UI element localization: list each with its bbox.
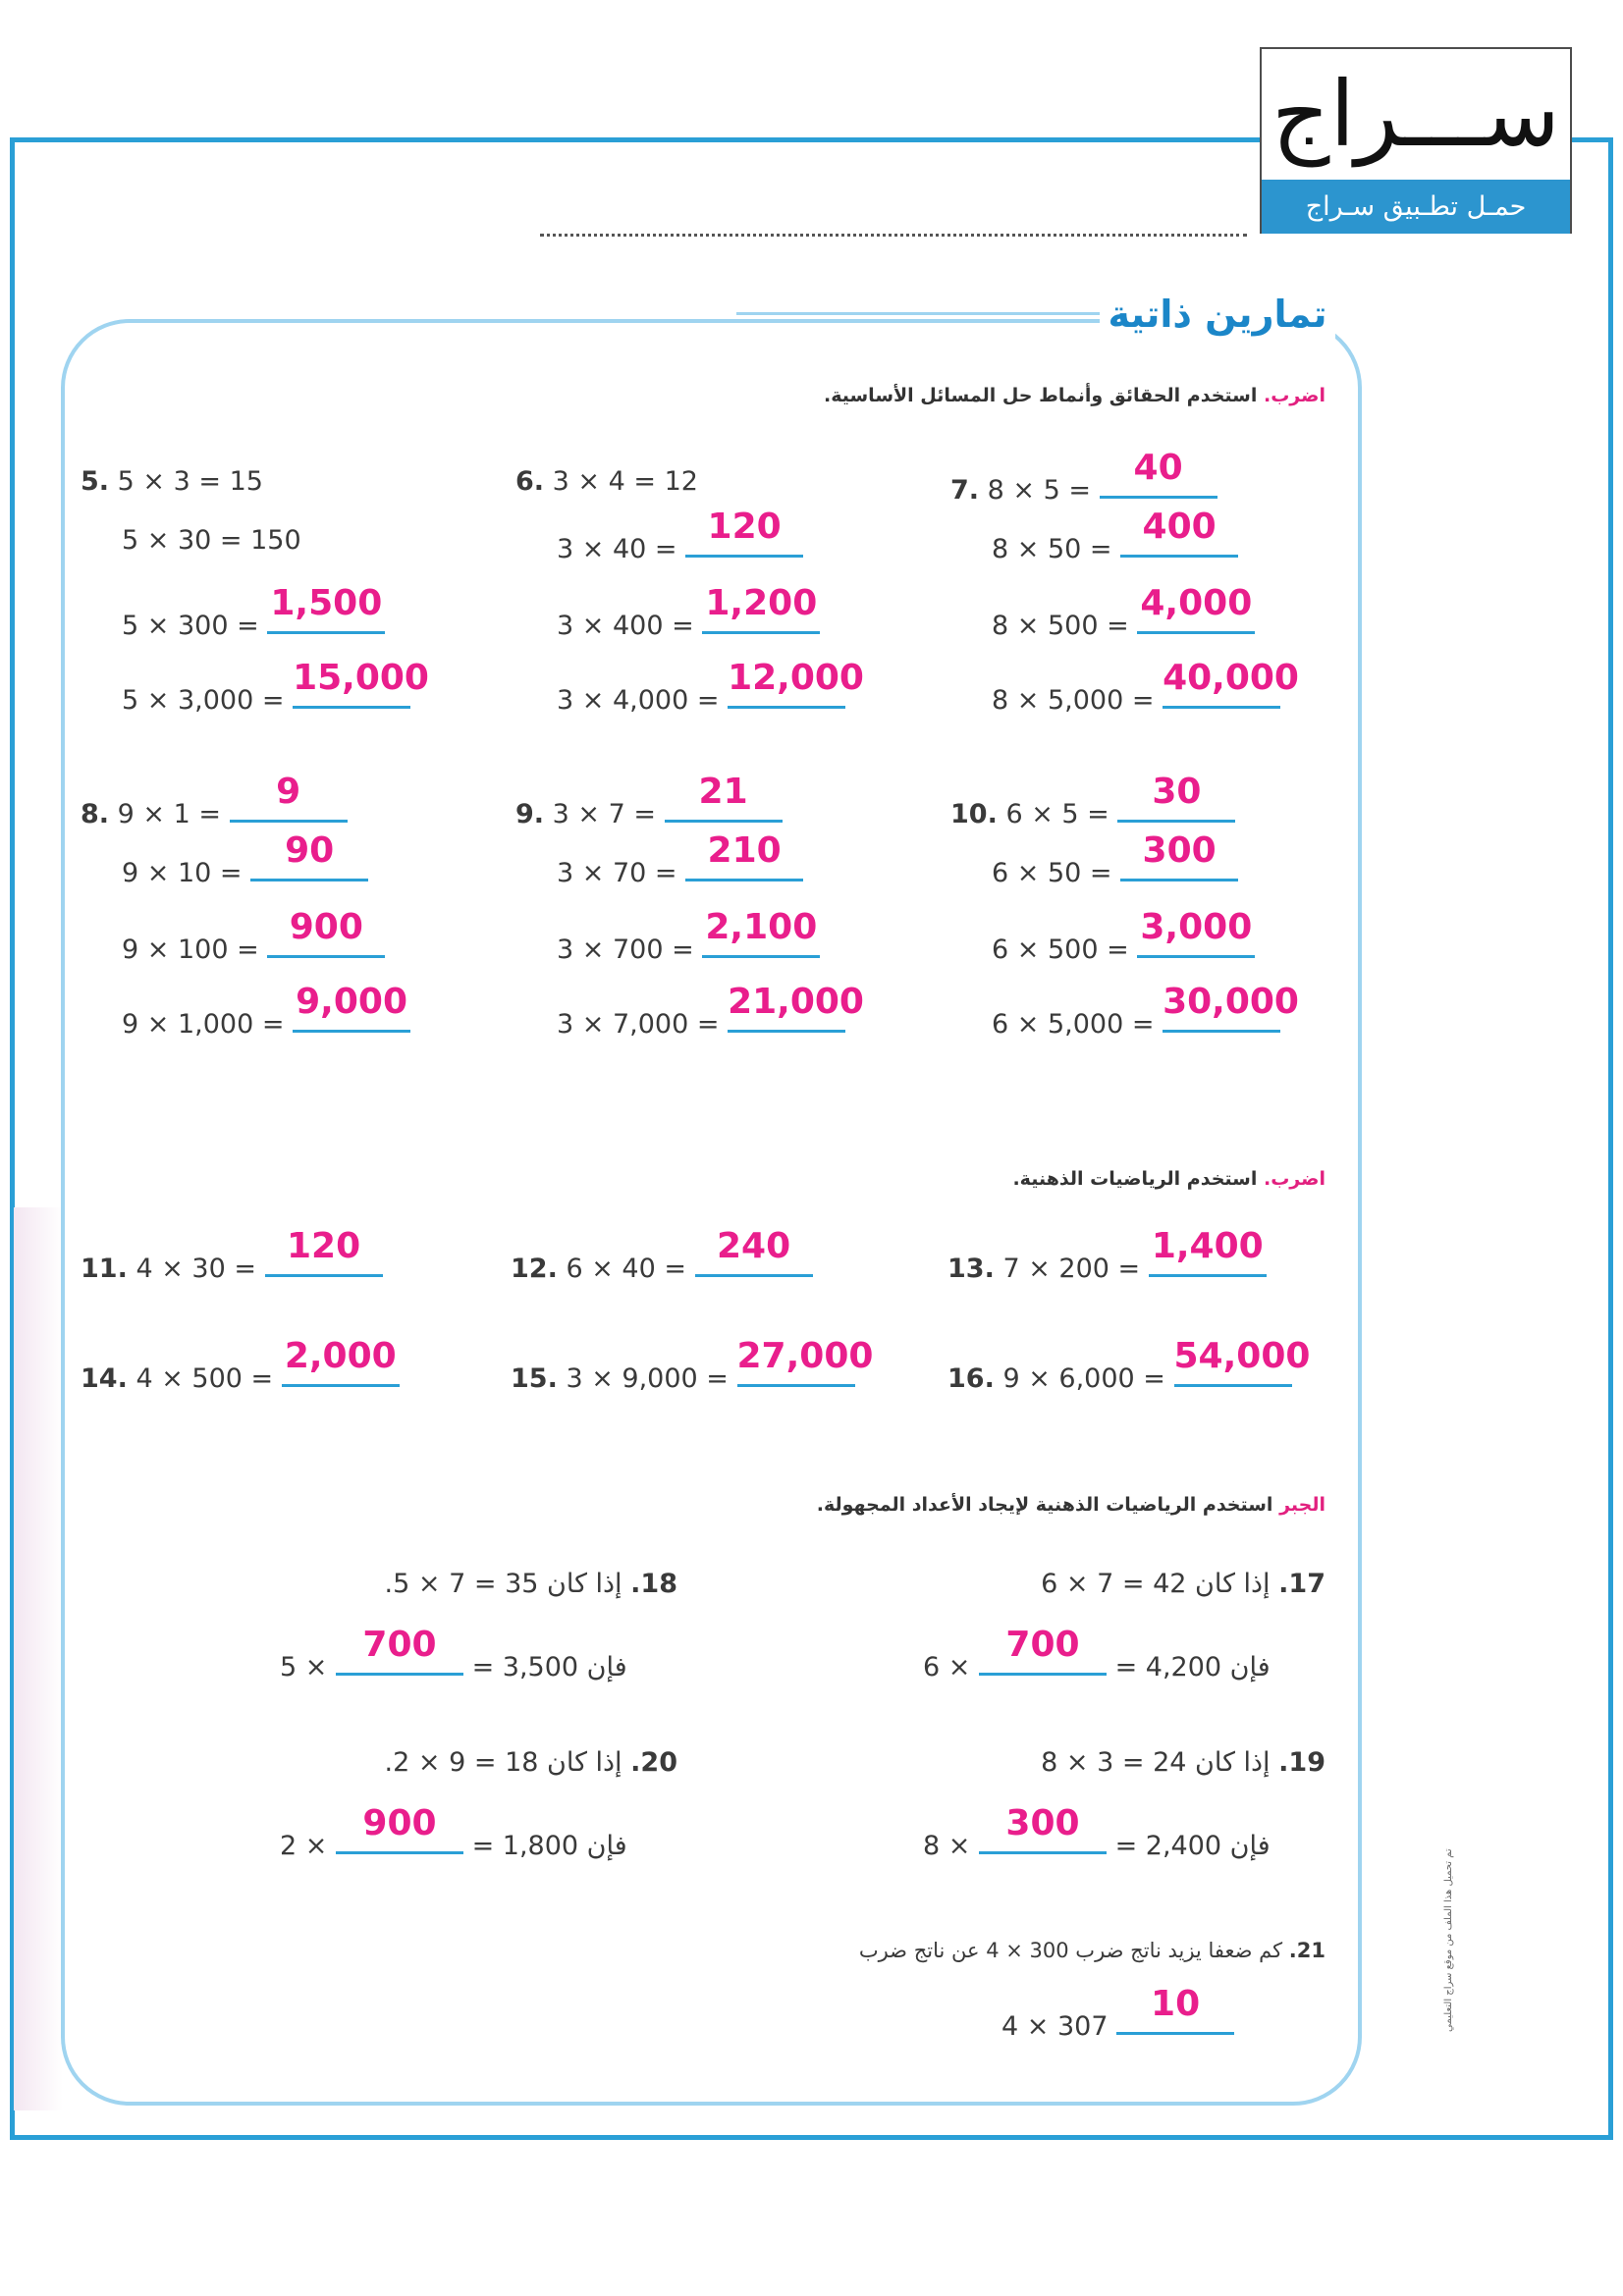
instruction-tag: اضرب.	[1263, 1168, 1325, 1190]
expression: 9 × 100 =	[122, 934, 259, 965]
answer-blank[interactable]	[702, 583, 820, 634]
expression-right: = 2,400 فإن	[1114, 1831, 1271, 1861]
answer-blank[interactable]	[702, 907, 820, 958]
question-number: 5.	[81, 466, 110, 497]
exercise-line	[81, 1226, 383, 1284]
answer-value: 21,000	[728, 982, 864, 1022]
answer-blank[interactable]	[282, 1336, 400, 1387]
logo-word: ســـراج	[1271, 62, 1560, 167]
exercise-line	[992, 982, 1299, 1040]
question-21-prompt: كم ضعفا يزيد ناتج ضرب 300 × 4 عن ناتج ضرب	[858, 1939, 1283, 1962]
exercise-line	[992, 507, 1238, 564]
expression-left: 5 ×	[280, 1652, 328, 1682]
decorative-edge	[14, 1207, 63, 2110]
expression: 4 × 500 =	[135, 1363, 274, 1394]
instruction-text: استخدم الرياضيات الذهنية.	[1012, 1168, 1258, 1190]
expression-right: = 1,800 فإن	[471, 1831, 627, 1861]
answer-blank[interactable]	[685, 507, 803, 558]
side-note: تم تحميل هذا الملف من موقع سراج التعليمي	[1443, 1848, 1454, 2032]
expression: 3 × 7,000 =	[557, 1009, 720, 1040]
answer-value: 120	[707, 507, 782, 547]
expression: 3 × 9,000 =	[566, 1363, 729, 1394]
exercise-line	[992, 583, 1255, 641]
expression-right: = 3,500 فإن	[471, 1652, 627, 1682]
answer-value: 2,000	[284, 1336, 397, 1376]
answer-value: 1,400	[1151, 1226, 1264, 1266]
answer-value: 12,000	[728, 658, 864, 698]
algebra-given	[265, 1569, 677, 1599]
answer-blank[interactable]	[1137, 907, 1255, 958]
question-number: 10.	[950, 799, 998, 829]
expression: 4 × 30 =	[135, 1254, 256, 1284]
answer-value: 15,000	[293, 658, 429, 698]
exercise-line	[557, 830, 803, 888]
algebra-given	[265, 1747, 677, 1778]
question-21-answer-line	[1001, 1984, 1234, 2042]
dotted-divider	[540, 234, 1247, 237]
given-fact: إذا كان 18 = 9 × 2.	[384, 1747, 622, 1778]
answer-blank[interactable]	[736, 1336, 874, 1387]
answer-value: 700	[1005, 1625, 1080, 1665]
expression: 5 × 30 = 150	[122, 525, 301, 556]
answer-value: 300	[1142, 830, 1217, 871]
question-21-text	[687, 1939, 1325, 1962]
expression: 9 × 6,000 =	[1002, 1363, 1165, 1394]
answer-blank[interactable]	[695, 1226, 813, 1277]
answer-blank[interactable]	[250, 830, 368, 881]
answer-blank[interactable]	[1163, 658, 1299, 709]
answer-value: 10	[1151, 1984, 1201, 2024]
exercise-line	[515, 772, 783, 829]
question-number: 13.	[947, 1254, 995, 1284]
algebra-line	[280, 1625, 627, 1682]
algebra-given	[913, 1747, 1325, 1778]
expression: 6 × 500 =	[992, 934, 1129, 965]
question-number: 6.	[515, 466, 545, 497]
answer-blank[interactable]	[1163, 982, 1299, 1033]
exercise-line	[81, 1336, 400, 1394]
answer-blank[interactable]	[1173, 1336, 1311, 1387]
exercise-line	[122, 583, 385, 641]
answer-value: 9,000	[296, 982, 407, 1022]
exercise-line	[515, 466, 698, 497]
expression: 3 × 700 =	[557, 934, 694, 965]
exercise-line	[122, 907, 385, 965]
expression: 3 × 4,000 =	[557, 685, 720, 716]
exercise-line	[557, 982, 864, 1040]
answer-blank[interactable]	[265, 1226, 383, 1277]
answer-value: 900	[362, 1803, 437, 1843]
answer-value: 1,200	[705, 583, 818, 623]
instruction-tag: الجبر	[1279, 1494, 1325, 1516]
expression: 9 × 10 =	[122, 858, 243, 888]
expression: 8 × 5,000 =	[992, 685, 1155, 716]
instruction-tag: اضرب.	[1263, 385, 1325, 406]
siraj-logo[interactable]	[1260, 47, 1572, 234]
exercise-line	[950, 448, 1217, 506]
answer-blank[interactable]	[267, 583, 385, 634]
expression: 8 × 5 =	[987, 475, 1091, 506]
answer-value: 210	[707, 830, 782, 871]
question-number: 16.	[947, 1363, 995, 1394]
answer-value: 900	[289, 907, 363, 947]
answer-blank[interactable]	[1120, 507, 1238, 558]
expression: 5 × 300 =	[122, 611, 259, 641]
given-fact: إذا كان 24 = 3 × 8	[1041, 1747, 1271, 1778]
exercise-line	[947, 1226, 1267, 1284]
answer-blank[interactable]	[728, 658, 864, 709]
exercise-line	[557, 907, 820, 965]
algebra-line	[923, 1625, 1271, 1682]
question-number: 17.	[1278, 1569, 1325, 1599]
question-number: 11.	[81, 1254, 128, 1284]
expression: 5 × 3 = 15	[117, 466, 263, 497]
answer-value: 240	[716, 1226, 791, 1266]
answer-blank[interactable]	[979, 1803, 1107, 1854]
expression-left: 6 ×	[923, 1652, 971, 1682]
answer-blank[interactable]	[1116, 1984, 1234, 2035]
exercise-line	[992, 830, 1238, 888]
answer-blank[interactable]	[1120, 830, 1238, 881]
instruction-text: استخدم الحقائق وأنماط حل المسائل الأساسية.	[824, 385, 1258, 406]
question-number: 12.	[511, 1254, 558, 1284]
answer-blank[interactable]	[336, 1803, 463, 1854]
answer-value: 1,500	[270, 583, 383, 623]
exercise-line	[511, 1226, 813, 1284]
answer-blank[interactable]	[1149, 1226, 1267, 1277]
expression-left: 2 ×	[280, 1831, 328, 1861]
answer-blank[interactable]	[728, 982, 864, 1033]
instruction-text: استخدم الرياضيات الذهنية لإيجاد الأعداد المجهولة.	[816, 1494, 1273, 1516]
expression: 9 × 1 =	[117, 799, 221, 829]
expression: 5 × 3,000 =	[122, 685, 285, 716]
section-title: تمارين ذاتية	[1100, 285, 1335, 344]
exercise-line	[992, 907, 1255, 965]
answer-blank[interactable]	[293, 982, 410, 1033]
instruction-mental-math	[785, 1168, 1325, 1190]
exercise-line	[992, 658, 1299, 716]
exercise-line	[122, 982, 410, 1040]
expression: 6 × 5,000 =	[992, 1009, 1155, 1040]
expression: 3 × 40 =	[557, 534, 677, 564]
answer-blank[interactable]	[230, 772, 348, 823]
question-number: 7.	[950, 475, 980, 506]
answer-value: 4,000	[1140, 583, 1253, 623]
expression: 8 × 500 =	[992, 611, 1129, 641]
exercise-line	[557, 583, 820, 641]
question-number: 19.	[1278, 1747, 1325, 1778]
algebra-line	[923, 1803, 1271, 1861]
expression: 6 × 40 =	[566, 1254, 686, 1284]
answer-value: 27,000	[736, 1336, 874, 1376]
exercise-line	[122, 658, 429, 716]
answer-value: 40	[1133, 448, 1183, 488]
answer-blank[interactable]	[293, 658, 429, 709]
expression: 7 × 200 =	[1002, 1254, 1141, 1284]
expression: 9 × 1,000 =	[122, 1009, 285, 1040]
expression: 3 × 4 = 12	[552, 466, 698, 497]
exercise-line	[947, 1336, 1311, 1394]
question-number: 14.	[81, 1363, 128, 1394]
exercise-line	[511, 1336, 874, 1394]
expression: 3 × 7 =	[552, 799, 656, 829]
expression: 6 × 5 =	[1005, 799, 1109, 829]
answer-blank[interactable]	[979, 1625, 1107, 1676]
given-fact: إذا كان 42 = 7 × 6	[1041, 1569, 1271, 1599]
exercise-line	[81, 466, 263, 497]
question-number: 18.	[630, 1569, 677, 1599]
expression: 3 × 400 =	[557, 611, 694, 641]
answer-value: 30	[1152, 772, 1202, 812]
instruction-basic-facts	[687, 385, 1325, 406]
exercise-line	[557, 507, 803, 564]
answer-value: 2,100	[705, 907, 818, 947]
expression-left: 8 ×	[923, 1831, 971, 1861]
question-number: 20.	[630, 1747, 677, 1778]
algebra-line	[280, 1803, 627, 1861]
exercise-line	[122, 830, 368, 888]
exercise-line	[81, 772, 348, 829]
expression: 3 × 70 =	[557, 858, 677, 888]
given-fact: إذا كان 35 = 7 × 5.	[384, 1569, 622, 1599]
instruction-algebra	[687, 1494, 1325, 1516]
answer-value: 300	[1005, 1803, 1080, 1843]
answer-blank[interactable]	[1100, 448, 1217, 499]
question-number: 8.	[81, 799, 110, 829]
answer-value: 40,000	[1163, 658, 1299, 698]
answer-blank[interactable]	[665, 772, 783, 823]
answer-blank[interactable]	[1117, 772, 1235, 823]
expression-right: = 4,200 فإن	[1114, 1652, 1271, 1682]
answer-blank[interactable]	[267, 907, 385, 958]
answer-blank[interactable]	[336, 1625, 463, 1676]
exercise-line	[122, 525, 301, 556]
logo-tagline: حمـل تطـبيق سـراج	[1262, 180, 1570, 234]
title-rule	[736, 312, 1100, 315]
question-21-expr: 4 × 307	[1001, 2011, 1109, 2042]
exercise-line	[950, 772, 1235, 829]
expression: 6 × 50 =	[992, 858, 1112, 888]
answer-value: 700	[362, 1625, 437, 1665]
answer-value: 9	[276, 772, 301, 812]
expression: 8 × 50 =	[992, 534, 1112, 564]
answer-value: 54,000	[1173, 1336, 1311, 1376]
question-number: 21.	[1288, 1939, 1325, 1962]
exercise-line	[557, 658, 864, 716]
algebra-given	[913, 1569, 1325, 1599]
answer-value: 3,000	[1140, 907, 1253, 947]
answer-value: 120	[286, 1226, 361, 1266]
answer-value: 90	[285, 830, 335, 871]
answer-value: 400	[1142, 507, 1217, 547]
answer-blank[interactable]	[1137, 583, 1255, 634]
answer-value: 21	[698, 772, 748, 812]
question-number: 9.	[515, 799, 545, 829]
answer-value: 30,000	[1163, 982, 1299, 1022]
answer-blank[interactable]	[685, 830, 803, 881]
question-number: 15.	[511, 1363, 558, 1394]
